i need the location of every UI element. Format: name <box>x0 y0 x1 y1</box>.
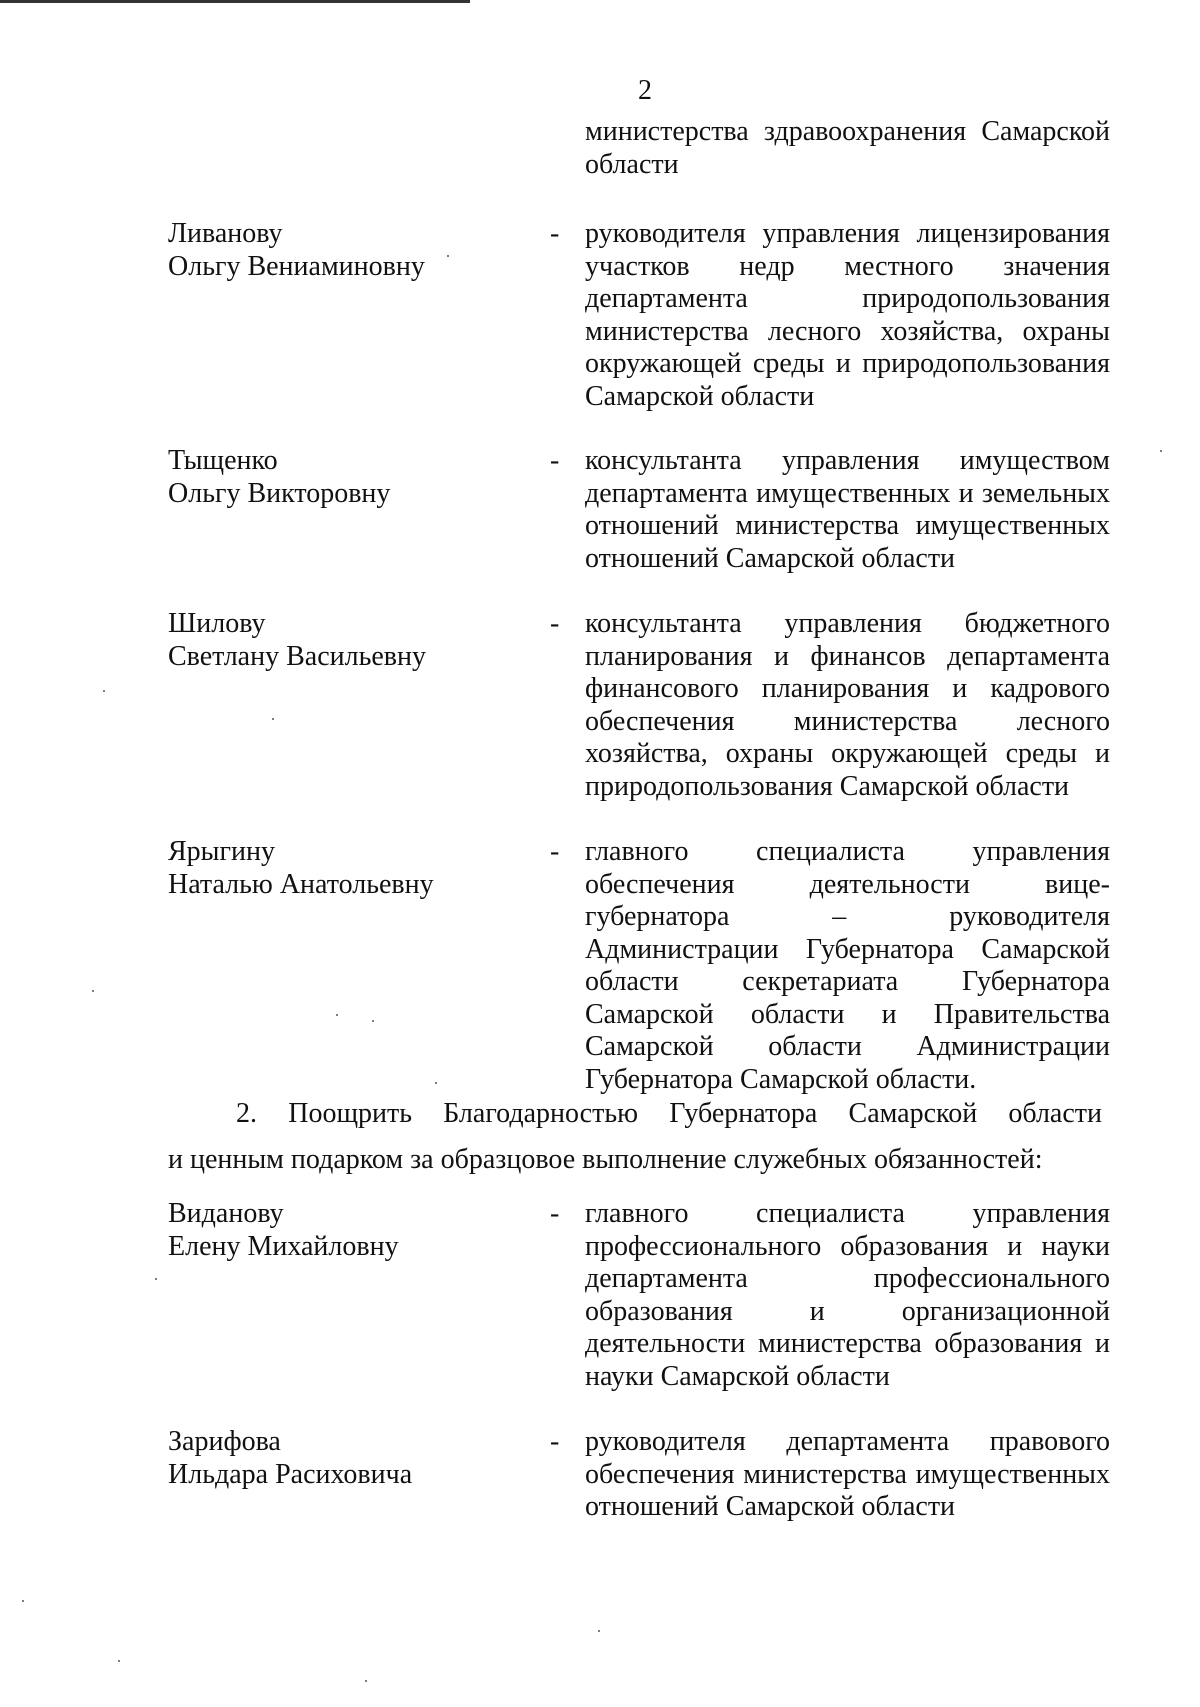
scan-speck <box>598 1630 600 1632</box>
dash-separator: - <box>550 218 560 249</box>
person-name <box>168 836 508 901</box>
given-names: Ильдара Расиховича <box>168 1458 413 1490</box>
paragraph-2 <box>168 1098 1102 1176</box>
scan-speck <box>272 718 274 720</box>
scan-speck <box>435 1082 437 1084</box>
position-text: консультанта управления бюджетного планирования и финансов департамента финансового планирования и кадрового обеспечения министерства лесного хозяйства, охраны окружающей среды и природопользования Самарской области <box>585 608 1110 802</box>
scan-speck <box>372 1020 374 1022</box>
continuation-text: министерства здравоохранения Самарской области <box>585 116 1110 180</box>
dash-separator: - <box>550 1426 560 1457</box>
scan-speck <box>103 690 105 692</box>
paragraph-2-line-2: и ценным подарком за образцовое выполнение служебных обязанностей: <box>168 1144 1043 1175</box>
scan-speck <box>336 1014 338 1016</box>
person-name <box>168 218 508 283</box>
surname: Ливанову <box>168 218 283 249</box>
dash-separator: - <box>550 1198 560 1229</box>
given-names: Ольгу Викторовну <box>168 477 391 509</box>
position-text: руководителя управления лицензирования участков недр местного значения департамента природопользования министерства лесного хозяйства, охраны окружающей среды и природопользования Самарской области <box>585 218 1110 412</box>
surname: Ярыгину <box>168 836 275 867</box>
person-name <box>168 1198 508 1263</box>
scan-speck <box>1160 450 1162 452</box>
surname: Виданову <box>168 1198 284 1229</box>
scan-speck <box>92 990 94 992</box>
dash-separator: - <box>550 608 560 639</box>
paragraph-2-line-1: 2. Поощрить Благодарностью Губернатора Самарской области <box>236 1098 1102 1129</box>
scan-speck <box>118 1660 120 1662</box>
dash-separator: - <box>550 836 560 867</box>
position-text: главного специалиста управления обеспечения деятельности вице-губернатора – руководителя Администрации Губернатора Самарской области секретариата Губернатора Самарской области и Правительства Самарской области Администрации Губернатора Самарской области. <box>585 836 1110 1095</box>
given-names: Наталью Анатольевну <box>168 868 434 900</box>
surname: Зарифова <box>168 1426 281 1457</box>
position-text: главного специалиста управления профессионального образования и науки департамента профессионального образования и организационной деятельности министерства образования и науки Самарской области <box>585 1198 1110 1392</box>
scan-speck <box>447 255 449 257</box>
given-names: Ольгу Вениаминовну <box>168 250 425 282</box>
scan-speck <box>155 1278 157 1280</box>
person-name <box>168 608 508 673</box>
top-border-line <box>0 0 470 3</box>
person-name <box>168 445 508 510</box>
position-text: консультанта управления имуществом департамента имущественных и земельных отношений министерства имущественных отношений Самарской области <box>585 445 1110 574</box>
given-names: Светлану Васильевну <box>168 640 426 672</box>
surname: Тыщенко <box>168 445 278 476</box>
scan-speck <box>365 1680 367 1682</box>
page-number: 2 <box>638 75 652 106</box>
scan-speck <box>22 1600 24 1602</box>
given-names: Елену Михайловну <box>168 1230 399 1262</box>
position-text: руководителя департамента правового обеспечения министерства имущественных отношений Самарской области <box>585 1426 1110 1522</box>
dash-separator: - <box>550 445 560 476</box>
person-name <box>168 1426 508 1491</box>
surname: Шилову <box>168 608 266 639</box>
